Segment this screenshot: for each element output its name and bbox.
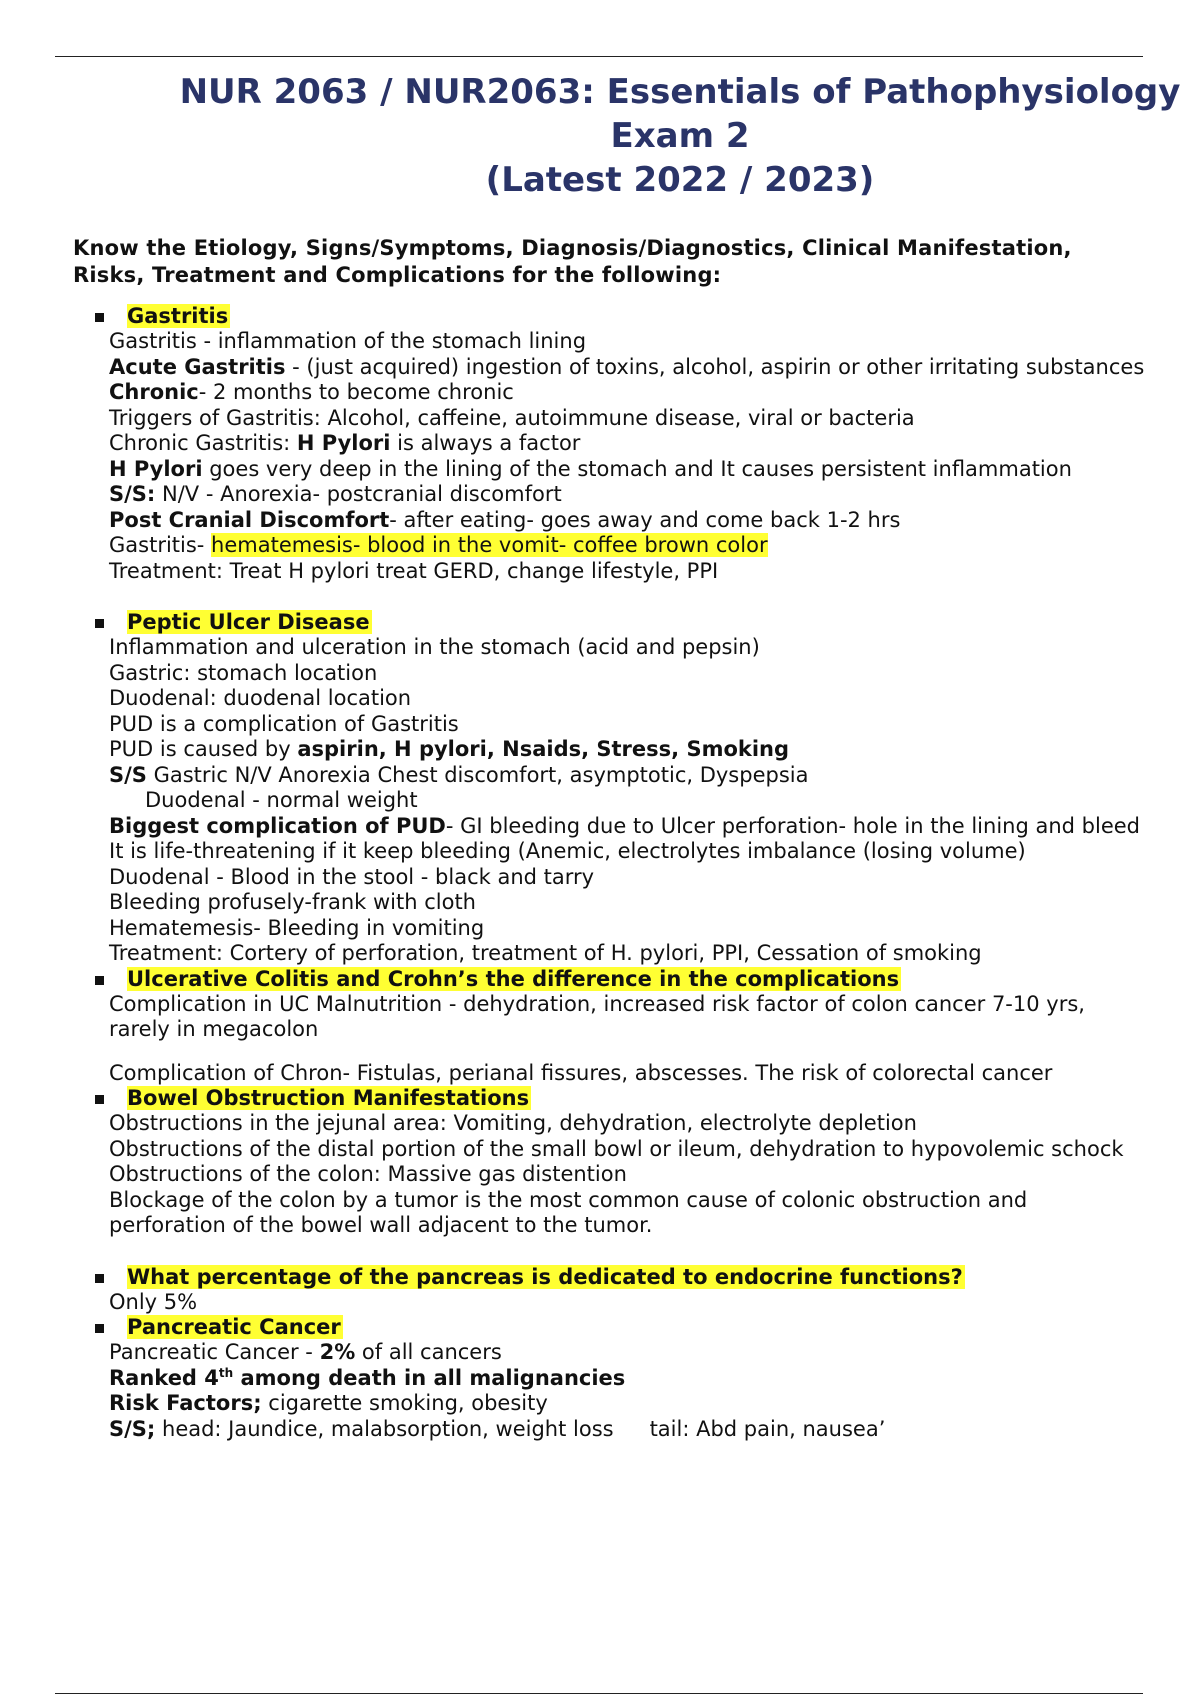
section-body-uc — [0, 992, 1200, 1087]
text-line: Obstructions of the colon: Massive gas distention — [109, 1162, 627, 1186]
text-line: Gastritis- hematemesis- blood in the vomit- coffee brown color — [109, 533, 768, 557]
section-heading-pancreas-question: What percentage of the pancreas is dedicated to endocrine functions? — [0, 1265, 1200, 1290]
intro-instructions: Know the Etiology, Signs/Symptoms, Diagnosis/Diagnostics, Clinical Manifestation, Risks, Treatment and Complications for the following: — [73, 236, 1072, 287]
text-line: Duodenal: duodenal location — [109, 686, 412, 710]
text-line: Complication of Chron- Fistulas, perianal fissures, abscesses. The risk of colorectal cancer — [109, 1060, 1053, 1085]
highlighted-text: hematemesis- blood in the vomit- coffee brown color — [211, 533, 768, 557]
text-line: Duodenal - Blood in the stool - black and tarry — [109, 864, 595, 889]
text-line: Treatment: Cortery of perforation, treatment of H. pylori, PPI, Cessation of smoking — [109, 941, 982, 965]
text-line: Duodenal - normal weight — [145, 788, 418, 812]
text-line: Risk Factors; cigarette smoking, obesity — [109, 1391, 548, 1415]
section-body-gastritis — [0, 329, 1200, 584]
text-line: PUD is a complication of Gastritis — [109, 711, 459, 736]
text-line: Triggers of Gastritis: Alcohol, caffeine, autoimmune disease, viral or bacteria — [109, 405, 915, 430]
bullet-square-icon — [95, 1274, 104, 1283]
top-rule — [55, 56, 1143, 57]
text-line: Acute Gastritis - (just acquired) ingestion of toxins, alcohol, aspirin or other irritating substances — [109, 354, 1145, 379]
text-line: Bleeding profusely-frank with cloth — [109, 890, 476, 914]
text-line: H Pylori goes very deep in the lining of the stomach and It causes persistent inflammation — [109, 456, 1072, 481]
section-heading-pud: Peptic Ulcer Disease — [0, 610, 1200, 635]
text-line: Chronic Gastritis: H Pylori is always a factor — [109, 431, 581, 455]
text-line: Chronic- 2 months to become chronic — [109, 380, 514, 404]
text-line: Gastric: stomach location — [109, 660, 378, 685]
section-body-pancreatic-cancer — [0, 1340, 1200, 1442]
bullet-square-icon — [95, 976, 104, 985]
text-line: Inflammation and ulceration in the stomach (acid and pepsin) — [109, 635, 760, 659]
section-heading-uc: Ulcerative Colitis and Crohn’s the difference in the complications — [0, 967, 1200, 992]
text-line: S/S Gastric N/V Anorexia Chest discomfort, asymptotic, Dyspepsia — [109, 762, 809, 787]
section-heading-pancreatic-cancer: Pancreatic Cancer — [0, 1315, 1200, 1340]
section-body-bowel-obstruction — [0, 1111, 1200, 1239]
page-title — [0, 70, 1200, 202]
bullet-square-icon — [95, 313, 104, 322]
text-line: Only 5% — [109, 1289, 198, 1314]
section-body-pancreas-question — [0, 1290, 1200, 1316]
text-line: Treatment: Treat H pylori treat GERD, change lifestyle, PPI — [109, 558, 719, 583]
section-body-pud — [0, 635, 1200, 967]
document-content — [0, 304, 1200, 1442]
text-line: Post Cranial Discomfort- after eating- goes away and come back 1-2 hrs — [109, 507, 901, 532]
text-line: Ranked 4th among death in all malignancies — [109, 1365, 626, 1390]
text-line: It is life-threatening if it keep bleeding (Anemic, electrolytes imbalance (losing volume) — [109, 839, 1026, 863]
text-line: PUD is caused by aspirin, H pylori, Nsaids, Stress, Smoking — [109, 737, 790, 761]
text-line: Obstructions in the jejunal area: Vomiting, dehydration, electrolyte depletion — [109, 1111, 917, 1135]
bottom-rule — [55, 1693, 1143, 1694]
text-line: Gastritis - inflammation of the stomach lining — [109, 329, 587, 353]
text-line: Obstructions of the distal portion of the small bowl or ileum, dehydration to hypovolemic schock — [109, 1136, 1124, 1161]
text-line: Hematemesis- Bleeding in vomiting — [109, 915, 485, 940]
bullet-square-icon — [95, 619, 104, 628]
title-line-1: NUR 2063 / NUR2063: Essentials of Pathophysiology Exam 2 — [179, 72, 1181, 156]
text-line: Complication in UC Malnutrition - dehydration, increased risk factor of colon cancer 7-10 yrs, rarely in megacolon — [109, 991, 1085, 1041]
title-line-2: (Latest 2022 / 2023) — [485, 160, 875, 200]
section-heading-gastritis: Gastritis — [0, 304, 1200, 329]
text-line: S/S; head: Jaundice, malabsorption, weight loss tail: Abd pain, nausea’ — [109, 1416, 886, 1441]
text-line: Biggest complication of PUD- GI bleeding due to Ulcer perforation- hole in the lining and bleed — [109, 813, 1140, 838]
text-line: S/S: N/V - Anorexia- postcranial discomfort — [109, 482, 562, 506]
bullet-square-icon — [95, 1324, 104, 1333]
section-heading-bowel-obstruction: Bowel Obstruction Manifestations — [0, 1086, 1200, 1111]
bullet-square-icon — [95, 1095, 104, 1104]
text-line: Pancreatic Cancer - 2% of all cancers — [109, 1340, 502, 1364]
text-line: Blockage of the colon by a tumor is the most common cause of colonic obstruction and perforation of the bowel wall adjacent to the tumor. — [109, 1187, 1028, 1237]
